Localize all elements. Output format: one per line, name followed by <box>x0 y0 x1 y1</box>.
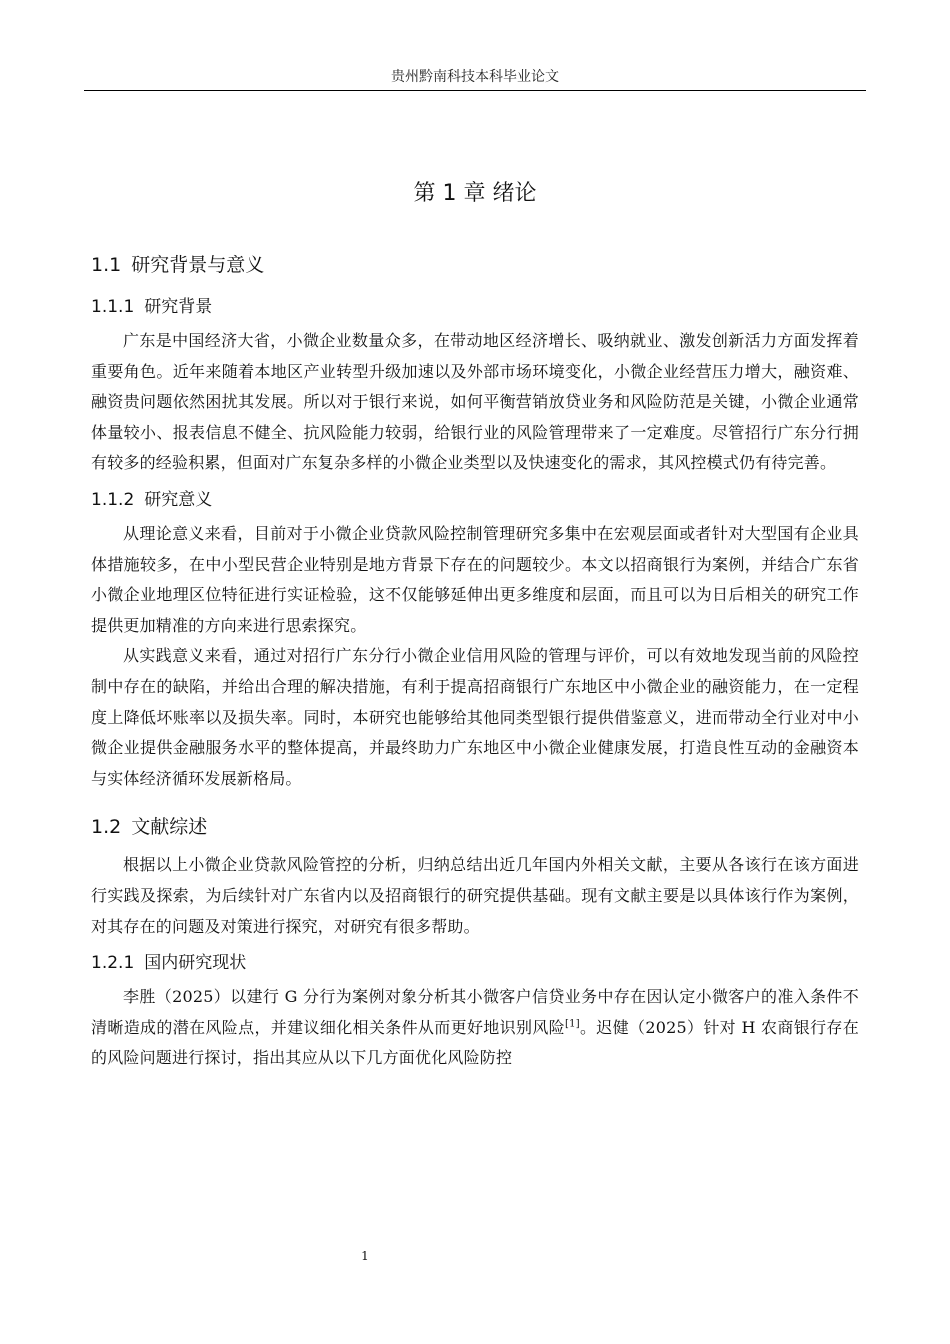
header-title: 贵州黔南科技本科毕业论文 <box>391 69 559 85</box>
subsection-number: 1.1.1 <box>91 297 135 317</box>
section-heading-1-1 <box>91 250 859 280</box>
paragraph-practice-significance: 从实践意义来看，通过对招行广东分行小微企业信用风险的管理与评价，可以有效地发现当前的风险控制中存在的缺陷，并给出合理的解决措施，有利于提高招商银行广东地区中小微企业的融资能力，在一定程度上降低坏账率以及损失率。同时，本研究也能够给其他同类型银行提供借鉴意义，进而带动全行业对中小微企业提供金融服务水平的整体提高，并最终助力广东地区中小微企业健康发展，打造良性互动的金融资本与实体经济循环发展新格局。 <box>91 646 859 788</box>
page-content <box>91 250 859 1074</box>
subsection-title: 研究背景 <box>144 297 213 317</box>
section-number: 1.2 <box>91 816 122 839</box>
subsection-heading-1-1-1 <box>91 294 859 320</box>
section-number: 1.1 <box>91 254 122 276</box>
subsection-title: 国内研究现状 <box>144 953 247 974</box>
paragraph-text-part-1: 李胜（2025）以建行 G 分行为案例对象分析其小微客户信贷业务中存在因认定小微客户的准入条件不清晰造成的潜在风险点，并建议细化相关条件从而更好地识别风险 <box>91 987 859 1037</box>
subsection-title: 研究意义 <box>144 489 213 510</box>
section-title: 研究背景与意义 <box>131 254 265 276</box>
paragraph-background: 广东是中国经济大省，小微企业数量众多，在带动地区经济增长、吸纳就业、激发创新活力方面发挥着重要角色。近年来随着本地区产业转型升级加速以及外部市场环境变化，小微企业经营压力增大，融资难、融资贵问题依然困扰其发展。所以对于银行来说，如何平衡营销放贷业务和风险防范是关键，小微企业通常体量较小、报表信息不健全、抗风险能力较弱，给银行业的风险管理带来了一定难度。尽管招行广东分行拥有较多的经验积累，但面对广东复杂多样的小微企业类型以及快速变化的需求，其风控模式仍有待完善。 <box>91 331 859 473</box>
page-header <box>84 66 866 91</box>
subsection-number: 1.1.2 <box>91 489 135 510</box>
section-title: 文献综述 <box>131 816 208 839</box>
subsection-number: 1.2.1 <box>91 953 135 974</box>
page-number: 1 <box>361 1249 369 1263</box>
chapter-title: 第 1 章 绪论 <box>413 181 537 206</box>
subsection-heading-1-2-1 <box>91 950 859 976</box>
subsection-heading-1-1-2 <box>91 487 859 513</box>
paragraph-text-part-2: 。迟健（2025）针对 H 农商银行存在的风险问题进行探讨，指出其应从以下几方面优化风险防控 <box>91 1017 859 1068</box>
section-heading-1-2 <box>91 812 859 842</box>
citation-marker: [1] <box>565 1018 580 1030</box>
paragraph-literature-intro: 根据以上小微企业贷款风险管控的分析，归纳总结出近几年国内外相关文献，主要从各该行在该方面进行实践及探索，为后续针对广东省内以及招商银行的研究提供基础。现有文献主要是以具体该行作为案例，对其存在的问题及对策进行探究，对研究有很多帮助。 <box>91 855 859 936</box>
paragraph-theory-significance: 从理论意义来看，目前对于小微企业贷款风险控制管理研究多集中在宏观层面或者针对大型国有企业具体措施较多，在中小型民营企业特别是地方背景下存在的问题较少。本文以招商银行为案例，并结合广东省小微企业地理区位特征进行实证检验，这不仅能够延伸出更多维度和层面，而且可以为日后相关的研究工作提供更加精准的方向来进行思索探究。 <box>91 523 859 635</box>
paragraph-domestic-research <box>91 982 859 1074</box>
